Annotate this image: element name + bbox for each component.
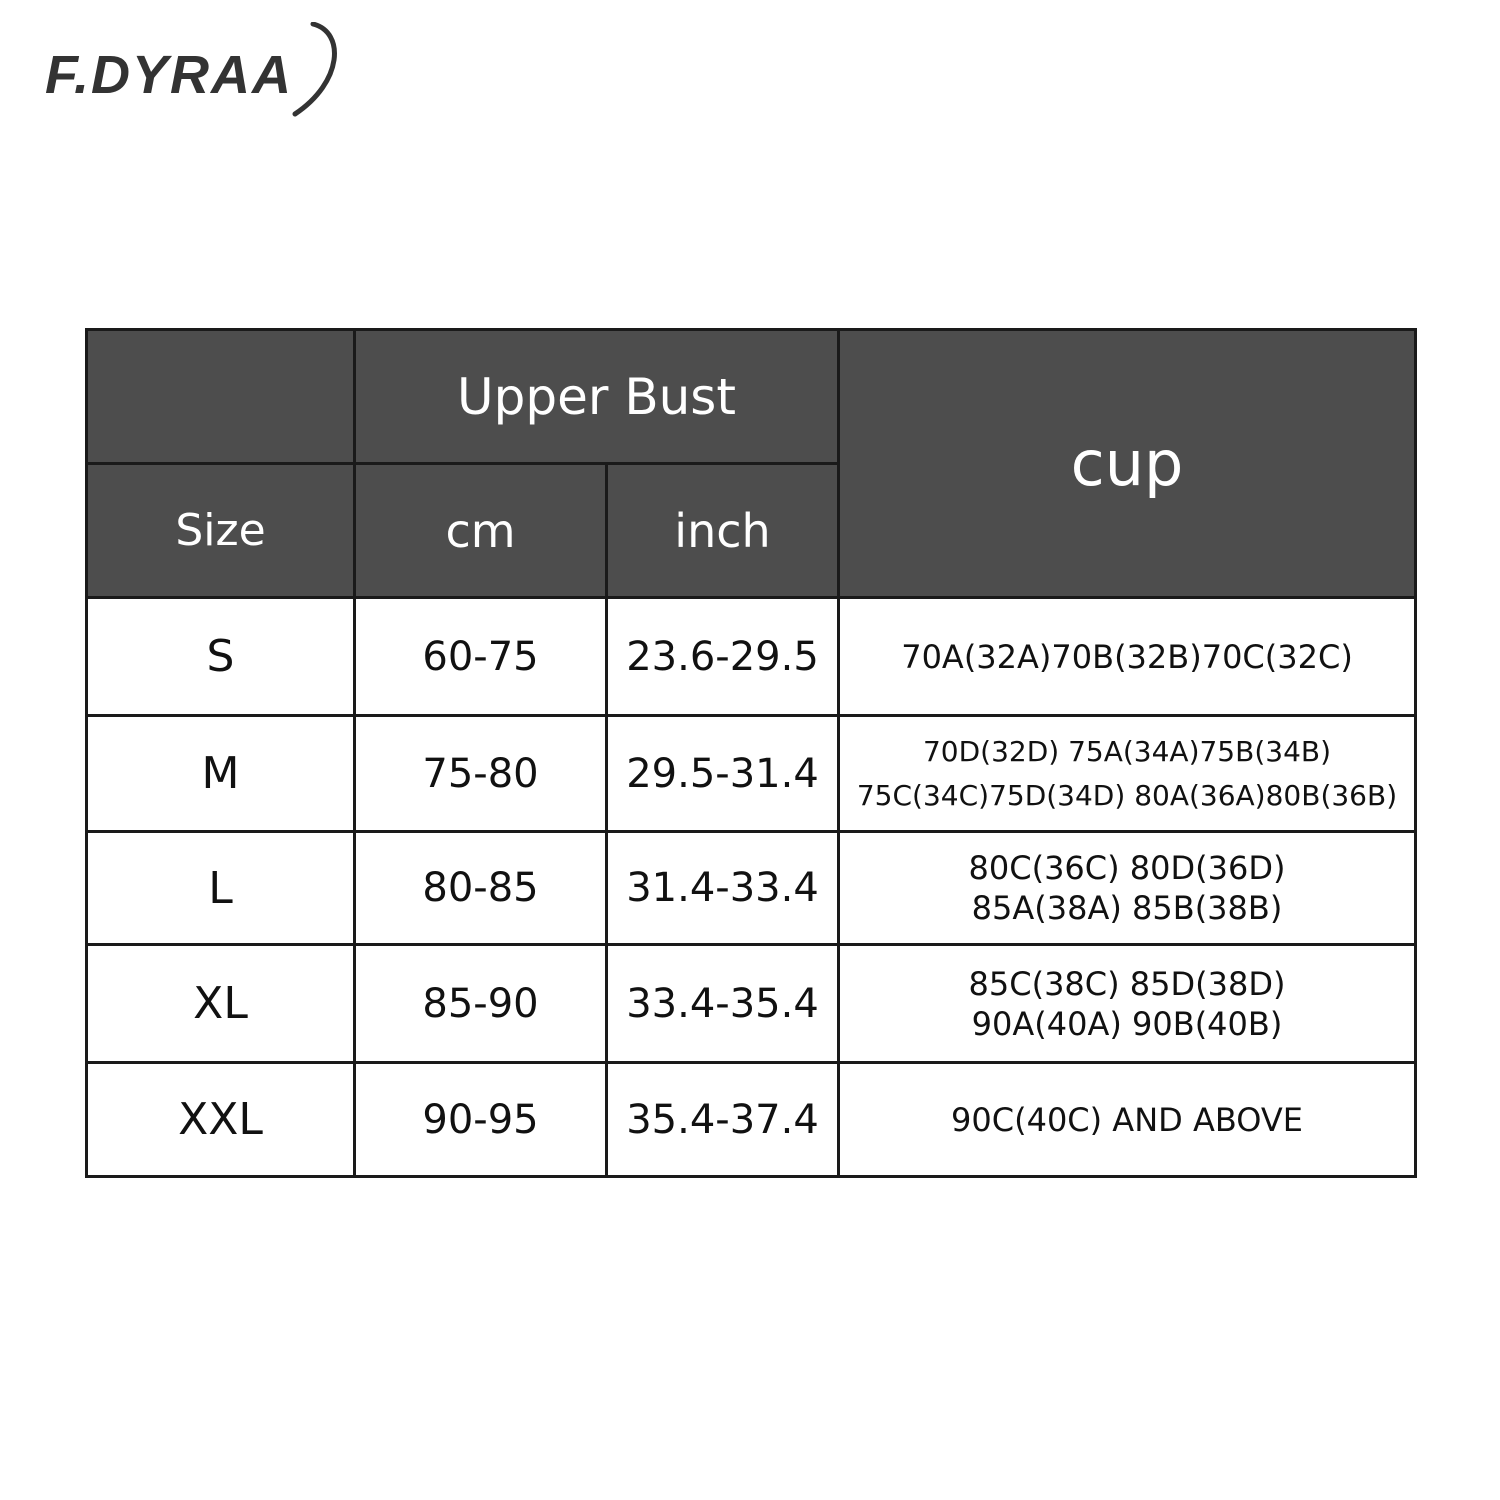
logo-text: F.DYRAA [45,45,294,105]
cup-line: 90A(40A) 90B(40B) [971,1004,1283,1043]
size-chart-table [85,328,1417,1178]
header-size: Size [87,464,355,598]
inch-cell: 23.6-29.5 [607,598,839,716]
cm-cell: 90-95 [355,1063,607,1177]
brand-logo [45,22,345,122]
size-cell: XXL [87,1063,355,1177]
table-row [87,945,1416,1063]
cup-line: 75C(34C)75D(34D) 80A(36A)80B(36B) [856,778,1398,812]
inch-cell: 31.4-33.4 [607,832,839,945]
cm-cell: 85-90 [355,945,607,1063]
cup-line: 70A(32A)70B(32B)70C(32C) [901,637,1353,676]
header-inch: inch [607,464,839,598]
size-cell: S [87,598,355,716]
table-row [87,598,1416,716]
header-cup: cup [839,330,1416,598]
table-row [87,832,1416,945]
cup-line: 85A(38A) 85B(38B) [971,889,1283,927]
header-upper-bust: Upper Bust [355,330,839,464]
cup-cell [839,945,1416,1063]
cup-cell [839,598,1416,716]
cm-cell: 75-80 [355,716,607,832]
size-cell: M [87,716,355,832]
cm-cell: 60-75 [355,598,607,716]
inch-cell: 29.5-31.4 [607,716,839,832]
table-row [87,1063,1416,1177]
cup-line: 85C(38C) 85D(38D) [968,964,1286,1003]
header-cm: cm [355,464,607,598]
header-empty-cell [87,330,355,464]
cup-line: 90C(40C) AND ABOVE [951,1100,1303,1139]
cup-cell [839,832,1416,945]
inch-cell: 35.4-37.4 [607,1063,839,1177]
inch-cell: 33.4-35.4 [607,945,839,1063]
size-cell: XL [87,945,355,1063]
cup-cell [839,1063,1416,1177]
cup-line: 80C(36C) 80D(36D) [968,849,1286,887]
size-cell: L [87,832,355,945]
cm-cell: 80-85 [355,832,607,945]
cup-line: 70D(32D) 75A(34A)75B(34B) [922,734,1332,768]
cup-cell [839,716,1416,832]
table-row [87,716,1416,832]
header-row-top [87,330,1416,464]
